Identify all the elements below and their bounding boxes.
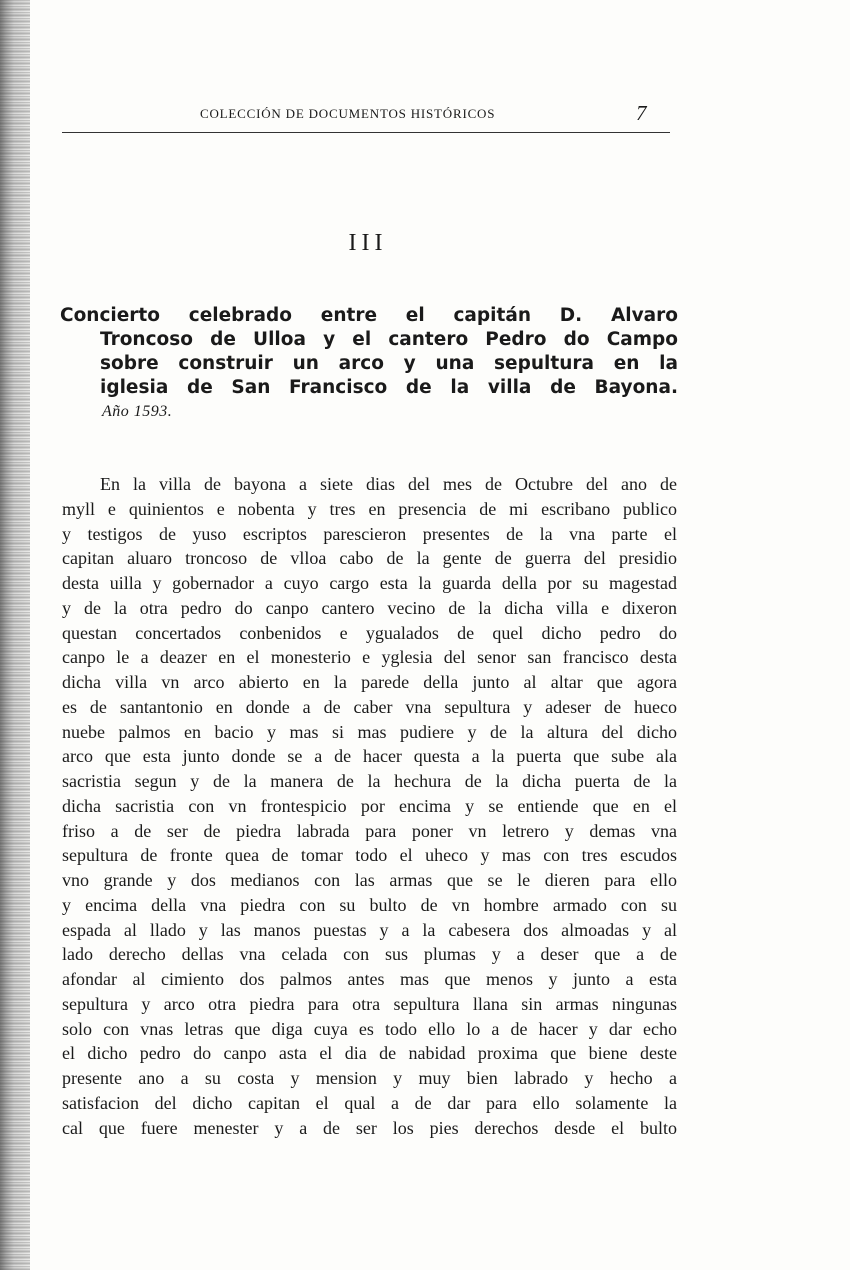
body-line: lado derecho dellas vna celada con sus plumas y a deser que a de [62, 944, 677, 965]
body-line: dicha sacristia con vn frontespicio por encima y se entiende que en el [62, 795, 677, 816]
title-line: iglesia de San Francisco de la villa de Bayona. [100, 377, 678, 398]
body-line: sepultura y arco otra piedra para otra sepultura llana sin armas ningunas [62, 993, 677, 1014]
body-line: afondar al cimiento dos palmos antes mas que menos y junto a esta [62, 969, 677, 989]
body-line: En la villa de bayona a siete dias del mes de Octubre del ano de [100, 474, 677, 494]
body-line: satisfacion del dicho capitan el qual a de dar para ello solamente la [62, 1092, 677, 1113]
body-line: y de la otra pedro do canpo cantero vecino de la dicha villa e dixeron [62, 597, 677, 618]
body-line: vno grande y dos medianos con las armas que se le dieren para ello [62, 870, 677, 890]
document-year: Año 1593. [102, 403, 173, 420]
body-line: espada al llado y las manos puestas y a la cabesera dos almoadas y al [62, 919, 677, 940]
header-rule [62, 132, 670, 133]
section-numeral: III [348, 230, 388, 256]
title-line: Concierto celebrado entre el capitán D. Alvaro [60, 305, 678, 326]
body-line: canpo le a deazer en el monesterio e yglesia del senor san francisco desta [62, 647, 677, 668]
binding-gutter [0, 0, 30, 1270]
body-line: nuebe palmos en bacio y mas si mas pudiere y de la altura del dicho [62, 721, 677, 742]
body-line: desta uilla y gobernador a cuyo cargo esta la guarda della por su magestad [62, 573, 677, 593]
body-line: dicha villa vn arco abierto en la parede della junto al altar que agora [62, 672, 677, 692]
body-line: y encima della vna piedra con su bulto de vn hombre armado con su [62, 894, 677, 915]
body-line: questan concertados conbenidos e ygualados de quel dicho pedro do [62, 622, 677, 643]
title-line: sobre construir un arco y una sepultura en la [100, 353, 678, 374]
running-title: COLECCIÓN DE DOCUMENTOS HISTÓRICOS [200, 106, 496, 121]
document-title [60, 304, 678, 400]
body-line: el dicho pedro do canpo asta el dia de nabidad proxima que biene deste [62, 1043, 677, 1064]
body-line: capitan aluaro troncoso de vlloa cabo de la gente de guerra del presidio [62, 548, 677, 569]
body-paragraph [62, 472, 677, 1140]
body-line: y testigos de yuso escriptos parescieron presentes de la vna parte el [62, 523, 677, 544]
body-line: es de santantonio en donde a de caber vna sepultura y adeser de hueco [62, 696, 677, 717]
title-line: Troncoso de Ulloa y el cantero Pedro do Campo [100, 329, 678, 350]
body-line: presente ano a su costa y mension y muy bien labrado y hecho a [62, 1068, 677, 1088]
body-line: arco que esta junto donde se a de hacer questa a la puerta que sube ala [62, 746, 677, 767]
body-line: sacristia segun y de la manera de la hechura de la dicha puerta de la [62, 771, 677, 791]
body-line: friso a de ser de piedra labrada para poner vn letrero y demas vna [62, 820, 677, 841]
body-line: cal que fuere menester y a de ser los pies derechos desde el bulto [62, 1117, 677, 1138]
body-line: myll e quinientos e nobenta y tres en presencia de mi escribano publico [62, 498, 677, 519]
body-line: sepultura de fronte quea de tomar todo el uheco y mas con tres escudos [62, 845, 677, 866]
page-number: 7 [636, 101, 647, 125]
body-line: solo con vnas letras que diga cuya es todo ello lo a de hacer y dar echo [62, 1018, 677, 1039]
